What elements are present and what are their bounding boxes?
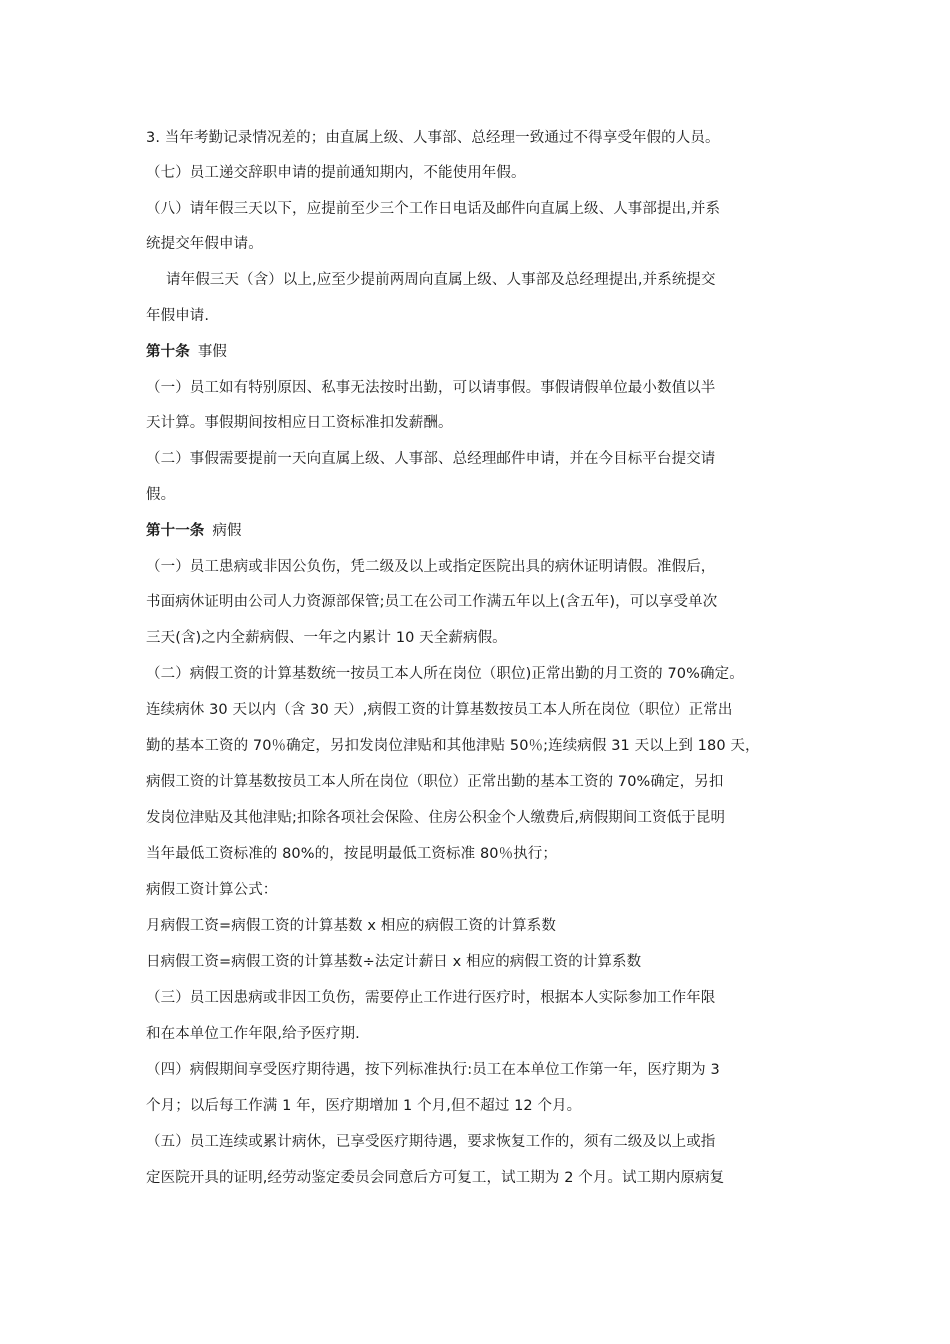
text-line: 连续病休 30 天以内（含 30 天）,病假工资的计算基数按员工本人所在岗位（职位）正常出: [146, 702, 733, 718]
text-line: 书面病休证明由公司人力资源部保管;员工在公司工作满五年以上(含五年)，可以享受单次: [146, 594, 718, 610]
text-line: 假。: [146, 487, 176, 503]
text-line: 天计算。事假期间按相应日工资标准扣发薪酬。: [146, 415, 453, 431]
article-10-heading: [146, 342, 227, 362]
text-line: （四）病假期间享受医疗期待遇，按下列标准执行:员工在本单位工作第一年，医疗期为 3: [146, 1062, 720, 1078]
article-11-number: 第十一条: [146, 523, 205, 539]
text-line: （五）员工连续或累计病休，已享受医疗期待遇，要求恢复工作的，须有二级及以上或指: [146, 1134, 716, 1150]
text-line: 和在本单位工作年限,给予医疗期.: [146, 1026, 360, 1042]
article-10-title: 事假: [197, 344, 228, 360]
text-line: 统提交年假申请。: [146, 236, 263, 252]
text-line: 个月；以后每工作满 1 年，医疗期增加 1 个月,但不超过 12 个月。: [146, 1098, 582, 1114]
article-11-heading: [146, 521, 242, 541]
text-line: （七）员工递交辞职申请的提前通知期内，不能使用年假。: [146, 165, 526, 181]
text-line: 病假工资的计算基数按员工本人所在岗位（职位）正常出勤的基本工资的 70%确定，另扣: [146, 774, 724, 790]
text-line: （一）员工患病或非因公负伤，凭二级及以上或指定医院出具的病休证明请假。准假后，: [146, 559, 716, 575]
text-line: 发岗位津贴及其他津贴;扣除各项社会保险、住房公积金个人缴费后,病假期间工资低于昆明: [146, 810, 726, 826]
text-line: 3. 当年考勤记录情况差的；由直属上级、人事部、总经理一致通过不得享受年假的人员。: [146, 130, 720, 146]
text-line: 病假工资计算公式：: [146, 882, 278, 898]
article-10-number: 第十条: [146, 344, 190, 360]
text-line: 三天(含)之内全薪病假、一年之内累计 10 天全薪病假。: [146, 630, 507, 646]
text-line: （八）请年假三天以下，应提前至少三个工作日电话及邮件向直属上级、人事部提出,并系: [146, 201, 721, 217]
article-11-title: 病假: [212, 523, 242, 539]
text-line: （三）员工因患病或非因工负伤，需要停止工作进行医疗时，根据本人实际参加工作年限: [146, 990, 716, 1006]
text-line: （二）事假需要提前一天向直属上级、人事部、总经理邮件申请，并在今目标平台提交请: [146, 451, 716, 467]
text-line: 请年假三天（含）以上,应至少提前两周向直属上级、人事部及总经理提出,并系统提交: [166, 272, 716, 288]
text-line: 日病假工资=病假工资的计算基数÷法定计薪日 x 相应的病假工资的计算系数: [146, 954, 642, 970]
text-line: 定医院开具的证明,经劳动鉴定委员会同意后方可复工，试工期为 2 个月。试工期内原病复: [146, 1170, 725, 1186]
text-line: （一）员工如有特别原因、私事无法按时出勤，可以请事假。事假请假单位最小数值以半: [146, 380, 716, 396]
text-line: 年假申请.: [146, 308, 210, 324]
text-line: 当年最低工资标准的 80%的，按昆明最低工资标准 80％执行；: [146, 846, 557, 862]
text-line: 月病假工资=病假工资的计算基数 x 相应的病假工资的计算系数: [146, 918, 556, 934]
text-line: 勤的基本工资的 70％确定，另扣发岗位津贴和其他津贴 50％;连续病假 31 天以上到 180 天，: [146, 738, 760, 754]
text-line: （二）病假工资的计算基数统一按员工本人所在岗位（职位)正常出勤的月工资的 70%确定。: [146, 666, 744, 682]
